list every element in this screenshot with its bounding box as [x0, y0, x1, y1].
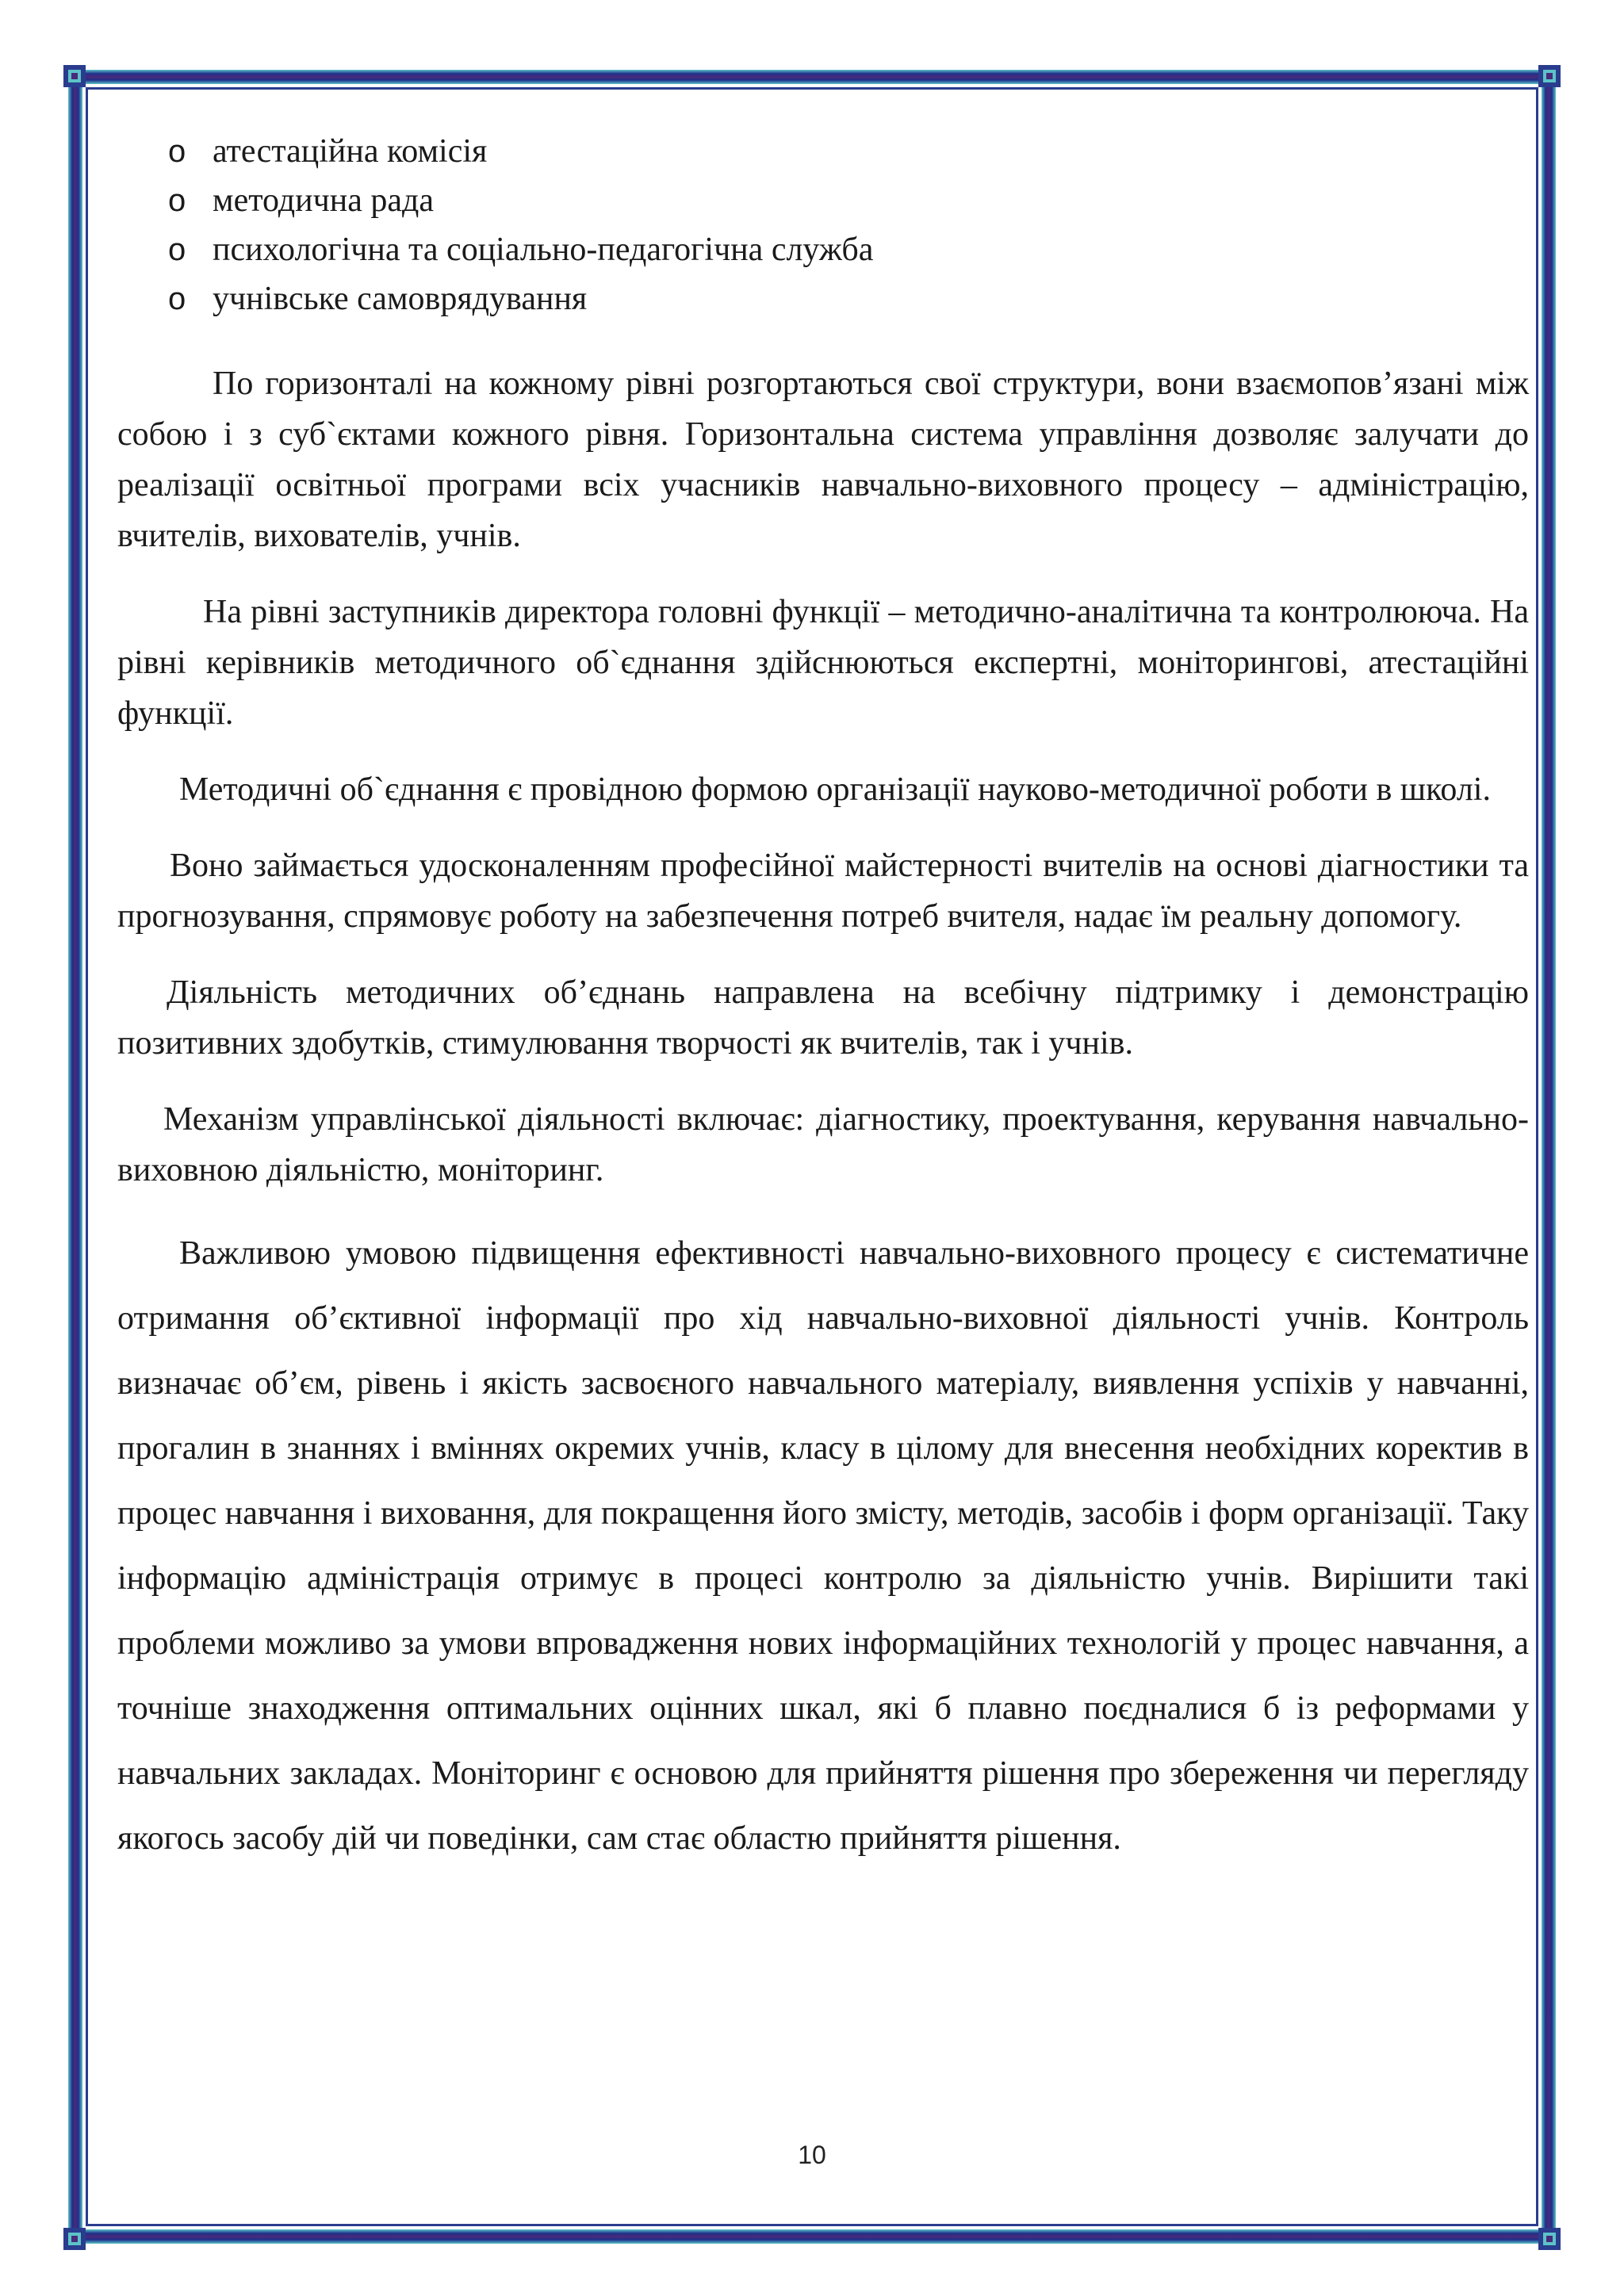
list-item-text: учнівське самоврядування — [213, 281, 588, 317]
list-item — [168, 127, 1529, 176]
paragraph-deputy-functions: На рівні заступників директора головні функції – методично-аналітична та контролююча. На рівні керівників методичного об`єднання здійснюються експертні, моніторингові, атестаційні функції. — [117, 594, 1529, 732]
corner-ornament-icon — [1534, 60, 1565, 92]
list-item — [168, 176, 1529, 225]
list-item — [168, 225, 1529, 274]
paragraph-management-mechanism: Механізм управлінської діяльності включає: діагностику, проектування, керування навчально-виховною діяльністю, моніторинг. — [117, 1101, 1529, 1188]
corner-ornament-icon — [59, 60, 90, 92]
frame-top-border — [68, 70, 1556, 84]
paragraph-association-activity: Діяльність методичних об’єднань направлена на всебічну підтримку і демонстрацію позитивних здобутків, стимулювання творчості як вчителів, так і учнів. — [117, 974, 1529, 1062]
page-content — [117, 127, 1529, 1871]
paragraph-horizontal-structure: По горизонталі на кожному рівні розгортаються свої структури, вони взаємопов’язані між собою і з суб`єктами кожного рівня. Горизонтальна система управління дозволяє залучати до реалізації освітньої програми всіх учасників навчально-виховного процесу – адміністрацію, вчителів, вихователів, учнів. — [117, 365, 1529, 554]
list-item-text: методична рада — [213, 182, 435, 219]
list-item — [168, 274, 1529, 323]
bullet-marker: o — [168, 232, 186, 267]
paragraph-methodical-associations: Методичні об`єднання є провідною формою організації науково-методичної роботи в школі. — [179, 771, 1491, 808]
bullet-marker: o — [168, 183, 186, 218]
corner-ornament-icon — [1534, 2223, 1565, 2255]
frame-right-border — [1542, 70, 1556, 2244]
frame-left-border — [68, 70, 82, 2244]
page-number: 10 — [798, 2141, 826, 2169]
bullet-marker: o — [168, 134, 186, 169]
list-item-text: психологічна та соціально-педагогічна служба — [213, 232, 874, 268]
bullet-marker: o — [168, 281, 186, 316]
paragraph-professional-skills: Воно займається удосконаленням професійної майстерності вчителів на основі діагностики та прогнозування, спрямовує роботу на забезпечення потреб вчителя, надає їм реальну допомогу. — [117, 848, 1529, 935]
list-item-text: атестаційна комісія — [213, 133, 488, 170]
frame-bottom-border — [68, 2229, 1556, 2244]
paragraph-monitoring: Важливою умовою підвищення ефективності навчально-виховного процесу є систематичне отримання об’єктивної інформації про хід навчально-виховної діяльності учнів. Контроль визначає об’єм, рівень і якість засвоєного навчального матеріалу, виявлення успіхів у навчанні, прогалин в знаннях і вміннях окремих учнів, класу в цілому для внесення необхідних коректив в процес навчання і виховання, для покращення його змісту, методів, засобів і форм організації. Таку інформацію адміністрація отримує в процесі контролю за діяльністю учнів. Вирішити такі проблеми можливо за умови впровадження нових інформаційних технологій у процес навчання, а точніше знаходження оптимальних оцінних шкал, які б плавно поєдналися б із реформами у навчальних закладах. Моніторинг є основою для прийняття рішення про збереження чи перегляду якогось засобу дій чи поведінки, сам стає областю прийняття рішення. — [117, 1235, 1529, 1857]
corner-ornament-icon — [59, 2223, 90, 2255]
bullet-list — [168, 127, 1529, 323]
